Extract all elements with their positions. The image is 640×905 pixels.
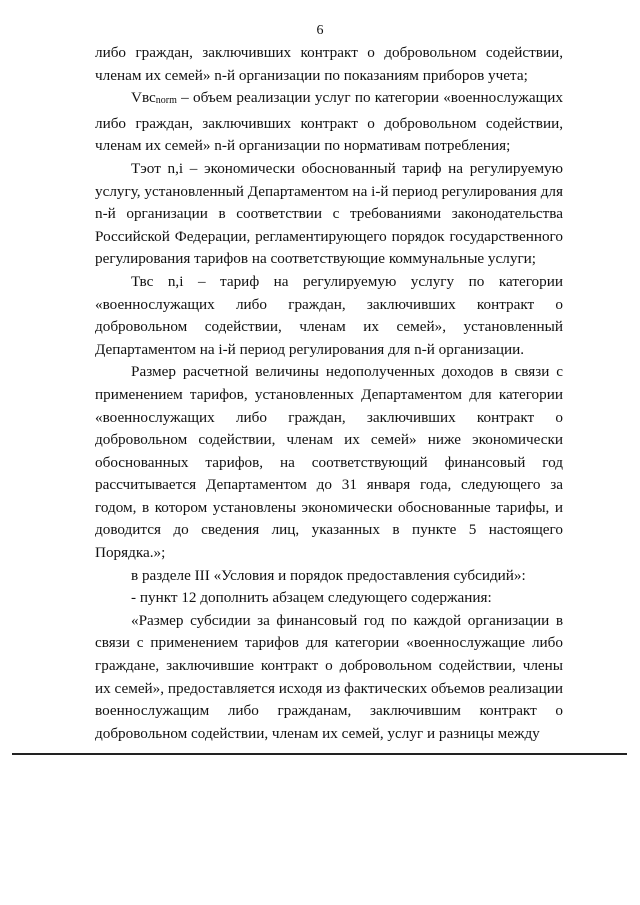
paragraph-tvs: Твс n,i – тариф на регулируемую услугу по категории «военнослужащих либо граждан, заключивших контракт о добровольном содействии, членам их семей», установленный Департаментом на i-й период регулирования для n-й организации. <box>95 272 563 358</box>
paragraph-continuation: либо граждан, заключивших контракт о добровольном содействии, членам их семей» n-й организации по показаниям приборов учета; <box>95 44 563 84</box>
page-bottom-rule <box>12 753 627 755</box>
formula-symbol: Vвс <box>131 89 156 107</box>
paragraph-subsidy-size: «Размер субсидии за финансовый год по каждой организации в связи с применением тарифов для категории «военнослужащие либо граждане, заключившие контракт о добровольном содействии, члены их семей», предоставляется исходя из фактических объемов реализации военнослужащим либо гражданам, заключившим контракт о добровольном содействии, членам их семей, услуг и разницы между <box>95 611 563 742</box>
paragraph-teot: Тэот n,i – экономически обоснованный тариф на регулируемую услугу, установленный Департаментом на i-й период регулирования для n-й организации в соответствии с требованиями законодательства Российской Федерации, регламентирующего порядок государственного регулирования тарифов на соответствующие коммунальные услуги; <box>95 159 563 268</box>
document-body <box>95 42 563 745</box>
page-number: 6 <box>316 23 324 38</box>
formula-subscript: norm <box>155 95 177 107</box>
paragraph-calculation: Размер расчетной величины недополученных доходов в связи с применением тарифов, установленных Департаментом для категории «военнослужащих либо граждан, заключивших контракт о добровольном содействии, членам их семей» ниже экономически обоснованных тарифов, на соответствующий финансовый год рассчитывается Департаментом до 31 января года, следующего за годом, в котором установлены экономически обоснованные тарифы, и доводится до сведения лиц, указанных в пункте 5 настоящего Порядка.»; <box>95 363 563 562</box>
paragraph-section-iii: в разделе III «Условия и порядок предоставления субсидий»: <box>131 566 526 584</box>
paragraph-text: – объем реализации услуг по категории «военнослужащих либо граждан, заключивших контракт о добровольном содействии, членам их семей» n-й организации по нормативам потребления; <box>95 89 563 155</box>
paragraph-vvs-norm <box>95 87 563 158</box>
paragraph-point-12: - пункт 12 дополнить абзацем следующего содержания: <box>131 589 492 607</box>
